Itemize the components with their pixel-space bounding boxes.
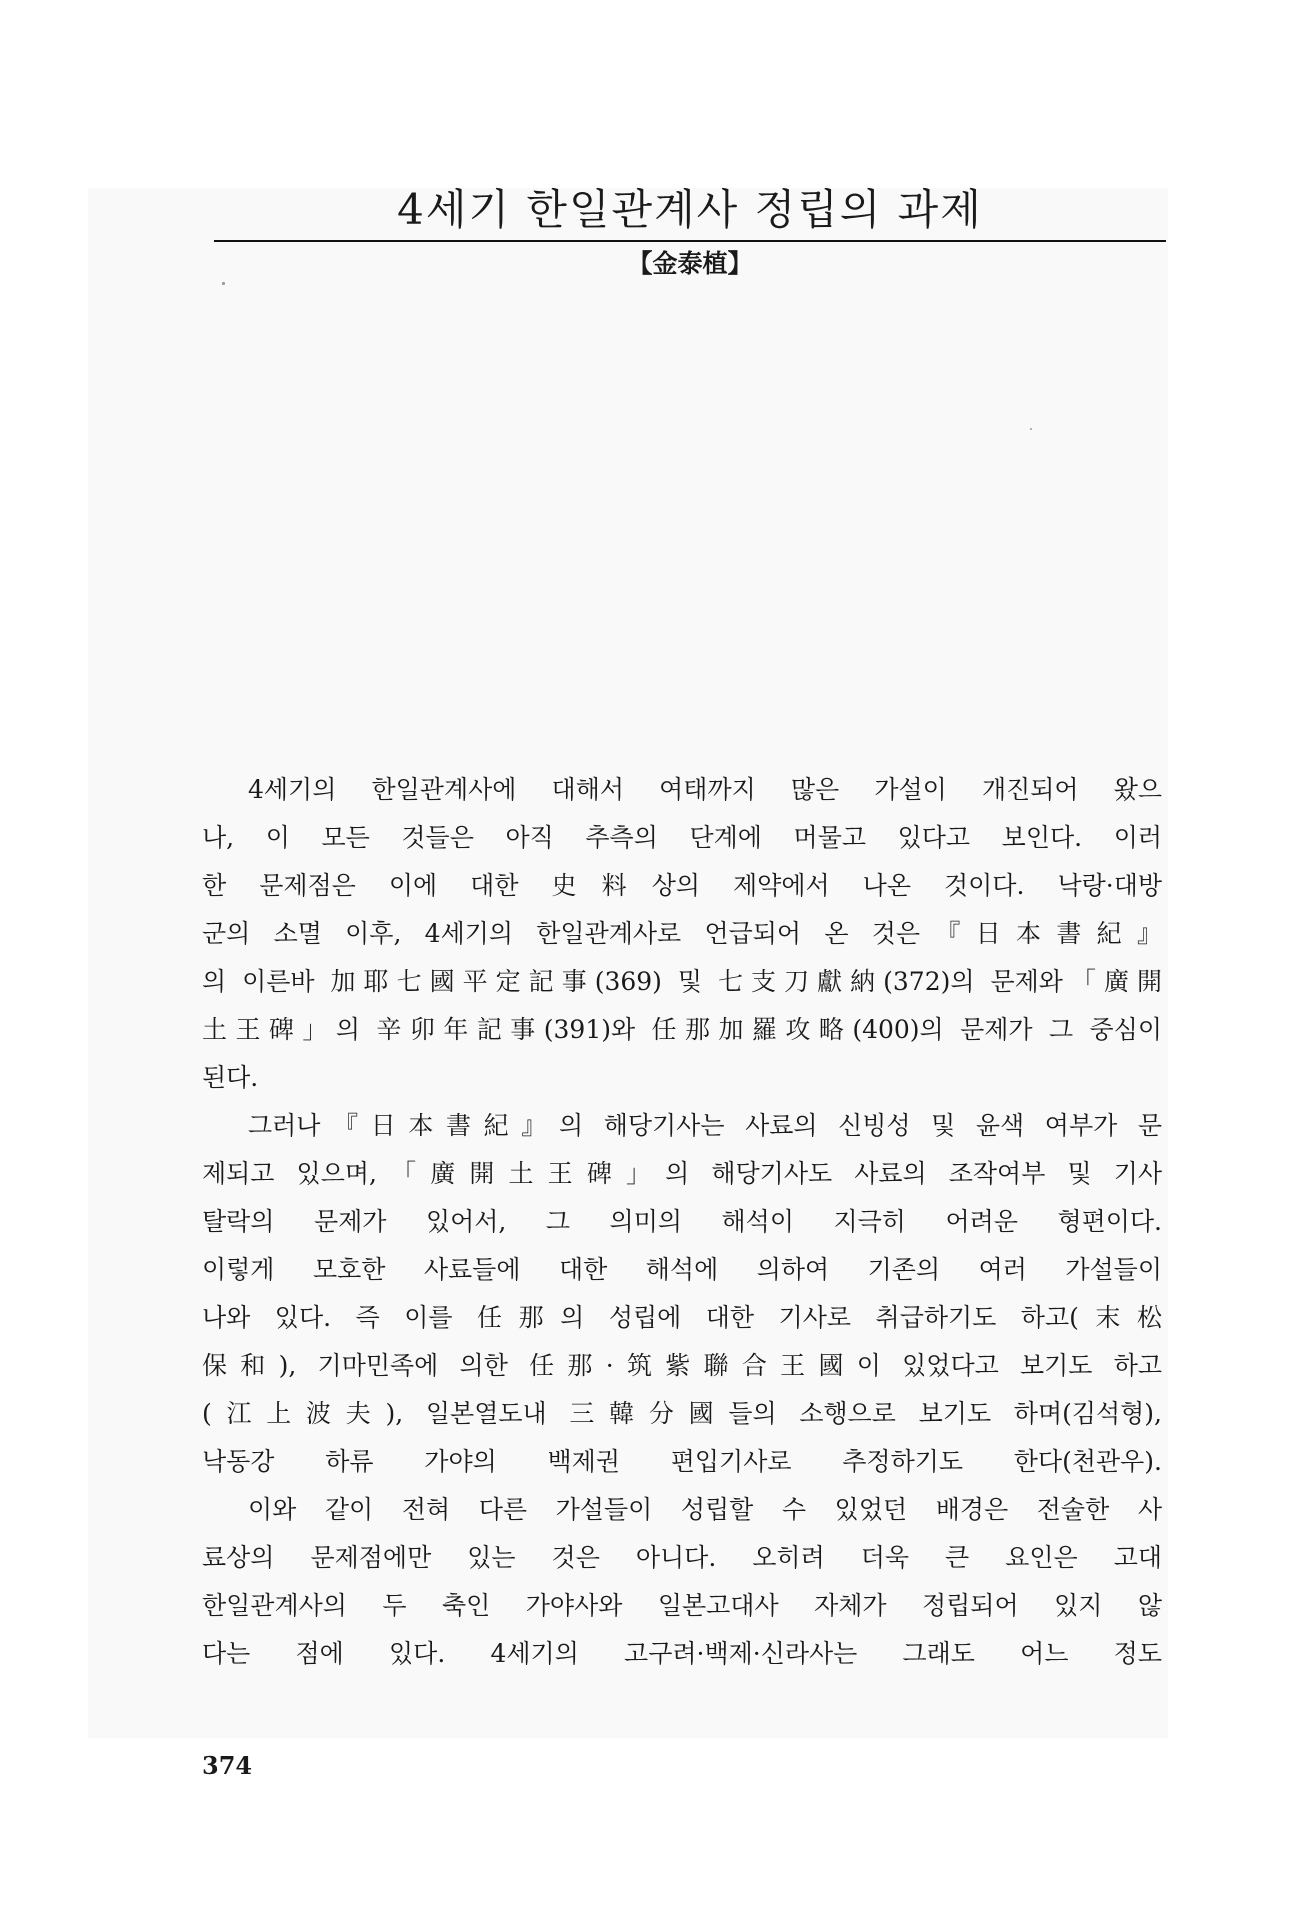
title-rule	[214, 240, 1166, 242]
body-line: 다는 점에 있다. 4세기의 고구려·백제·신라사는 그래도 어느 정도	[202, 1639, 1162, 1668]
body-line: 이와 같이 전혀 다른 가설들이 성립할 수 있었던 배경은 전술한 사	[248, 1495, 1162, 1524]
body-line: 탈락의 문제가 있어서, 그 의미의 해석이 지극히 어려운 형편이다.	[202, 1207, 1162, 1236]
body-line: 된다.	[202, 1063, 259, 1092]
body-line: 保和), 기마민족에 의한 任那·筑紫聯合王國이 있었다고 보기도 하고	[202, 1351, 1162, 1380]
body-line: 이렇게 모호한 사료들에 대한 해석에 의하여 기존의 여러 가설들이	[202, 1255, 1162, 1284]
body-line: 한일관계사의 두 축인 가야사와 일본고대사 자체가 정립되어 있지 않	[202, 1591, 1162, 1620]
scan-speck	[1030, 428, 1032, 430]
body-line: 군의 소멸 이후, 4세기의 한일관계사로 언급되어 온 것은『日本書紀』	[202, 919, 1162, 948]
page-number: 374	[202, 1751, 253, 1780]
body-line: 한 문제점은 이에 대한 史料상의 제약에서 나온 것이다. 낙랑·대방	[202, 871, 1162, 900]
body-line: 土王碑」의 辛卯年記事(391)와 任那加羅攻略(400)의 문제가 그 중심이	[202, 1015, 1162, 1044]
body-line: 4세기의 한일관계사에 대해서 여태까지 많은 가설이 개진되어 왔으	[248, 775, 1162, 804]
body-line: 나와 있다. 즉 이를 任那의 성립에 대한 기사로 취급하기도 하고(末松	[202, 1303, 1162, 1332]
body-line: 낙동강 하류 가야의 백제권 편입기사로 추정하기도 한다(천관우).	[202, 1447, 1162, 1476]
body-line: (江上波夫), 일본열도내 三韓分國들의 소행으로 보기도 하며(김석형),	[202, 1399, 1162, 1428]
body-text	[202, 766, 1162, 1678]
article-title: 4세기 한일관계사 정립의 과제	[397, 185, 983, 234]
body-line: 그러나『日本書紀』의 해당기사는 사료의 신빙성 및 윤색 여부가 문	[248, 1111, 1162, 1140]
author-name: 【金泰植】	[627, 249, 753, 278]
body-line: 나, 이 모든 것들은 아직 추측의 단계에 머물고 있다고 보인다. 이러	[202, 823, 1162, 852]
body-line: 의 이른바 加耶七國平定記事(369) 및 七支刀獻納(372)의 문제와「廣開	[202, 967, 1162, 996]
body-line: 료상의 문제점에만 있는 것은 아니다. 오히려 더욱 큰 요인은 고대	[202, 1543, 1162, 1572]
body-line: 제되고 있으며,「廣開土王碑」의 해당기사도 사료의 조작여부 및 기사	[202, 1159, 1162, 1188]
scan-speck	[222, 282, 225, 285]
